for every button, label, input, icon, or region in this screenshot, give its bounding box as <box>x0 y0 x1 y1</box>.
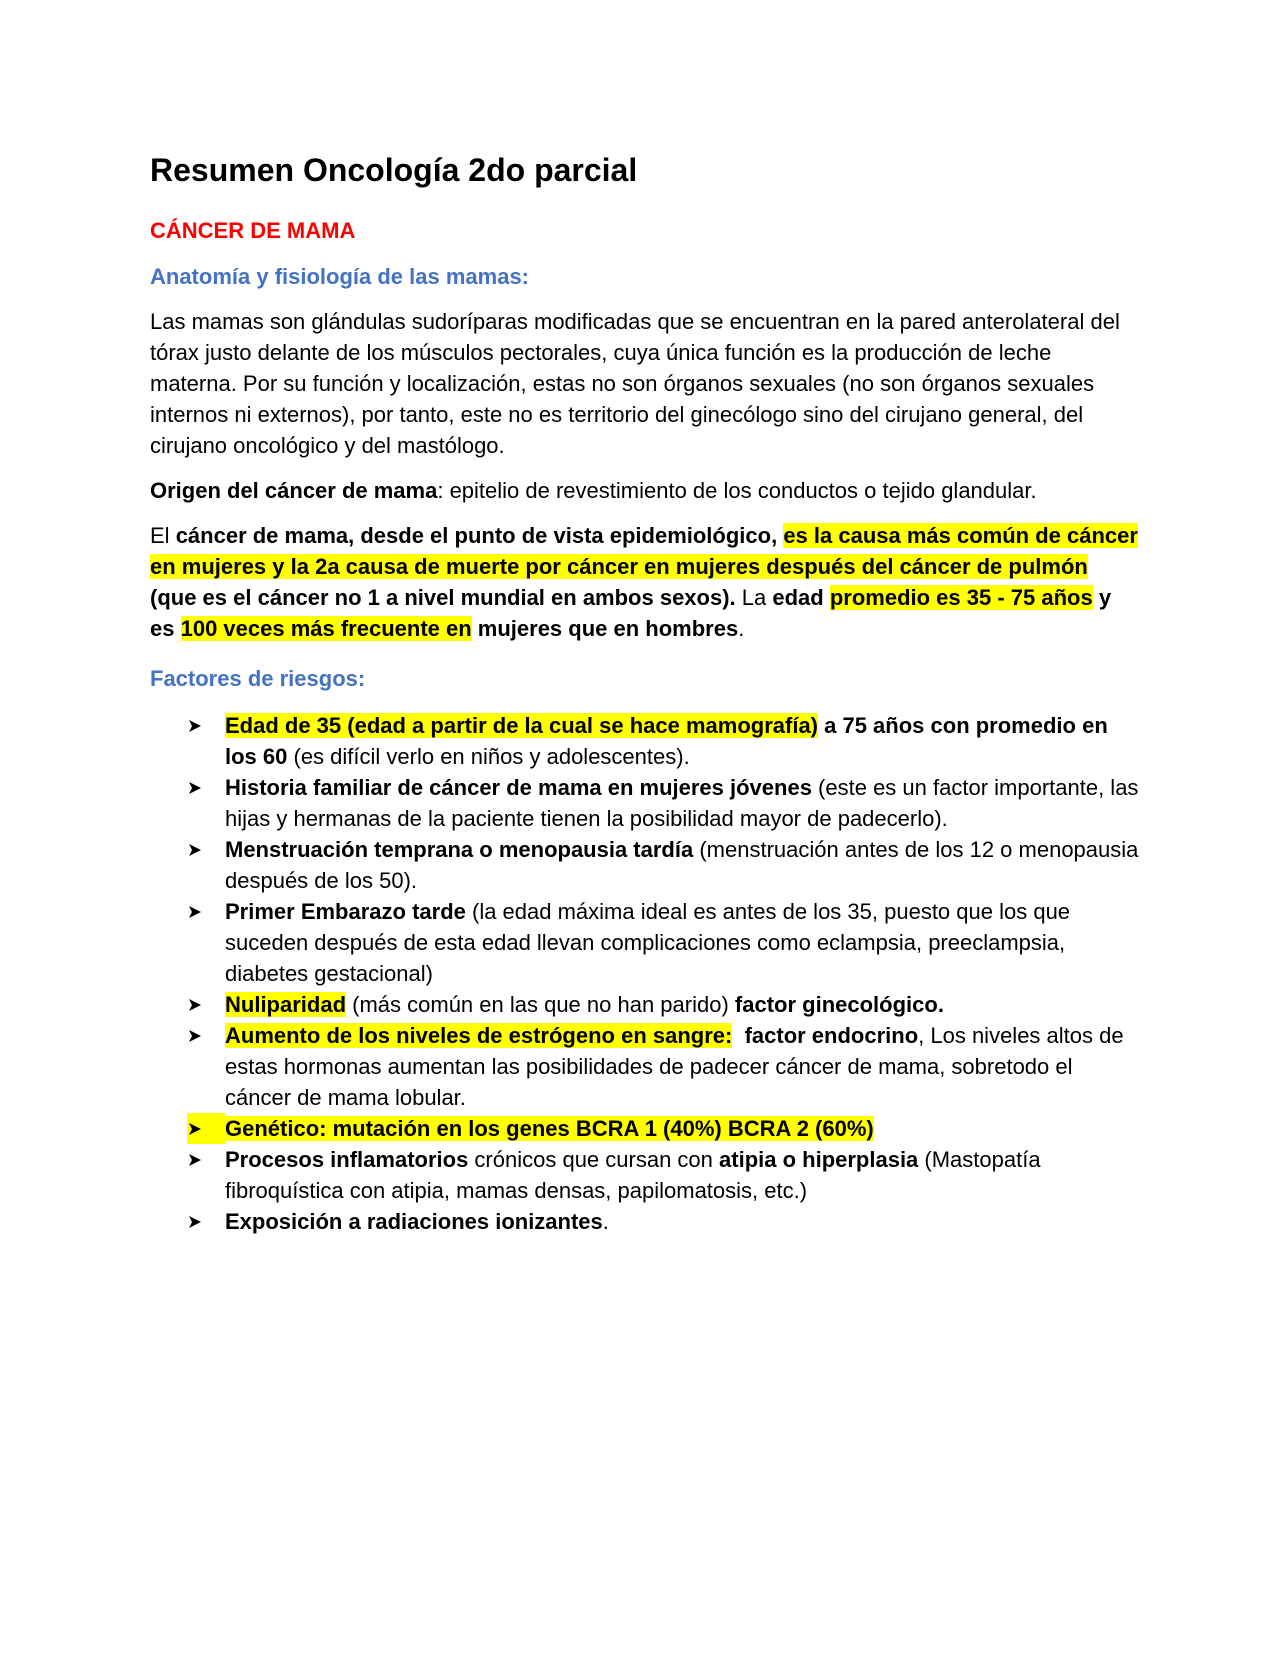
document-title: Resumen Oncología 2do parcial <box>150 152 638 188</box>
epi-bold: (que es el cáncer no 1 a nivel mundial en ambos sexos). <box>150 585 736 610</box>
arrow-bullet-icon <box>187 1113 225 1144</box>
risk-bold: factor ginecológico. <box>734 992 944 1017</box>
arrow-bullet-icon <box>187 1144 207 1175</box>
risk-bold: Historia familiar de cáncer de mama en mujeres jóvenes <box>225 775 812 800</box>
epi-bold: y es <box>150 585 1112 641</box>
risk-bold: Exposición a radiaciones ionizantes <box>225 1209 603 1234</box>
epi-highlight: promedio es 35 - 75 años <box>829 585 1093 610</box>
list-item <box>225 896 1140 989</box>
risk-text: (más común en las que no han parido) <box>346 992 735 1017</box>
arrow-bullet-icon <box>187 989 207 1020</box>
risk-bold: Procesos inflamatorios <box>225 1147 469 1172</box>
list-item <box>225 772 1140 834</box>
arrow-bullet-icon <box>187 710 207 741</box>
risk-bold: Menstruación temprana o menopausia tardía <box>225 837 694 862</box>
subheading-anatomy: Anatomía y fisiología de las mamas: <box>150 264 530 289</box>
risk-text: (es difícil verlo en niños y adolescentes). <box>287 744 690 769</box>
risk-highlight: Aumento de los niveles de estrógeno en sangre: <box>225 1023 733 1048</box>
risk-factor-list <box>150 710 1140 1237</box>
risk-text: (menstruación antes de los 12 o menopausia después de los 50). <box>225 837 1139 893</box>
risk-text: crónicos que cursan con <box>468 1147 720 1172</box>
epi-bold: edad <box>772 585 830 610</box>
section-heading: CÁNCER DE MAMA <box>150 218 356 243</box>
list-item <box>225 834 1140 896</box>
epi-highlight: 100 veces más frecuente en <box>180 616 472 641</box>
risk-highlight: Edad de 35 (edad a partir de la cual se hace mamografía) <box>225 713 819 738</box>
paragraph-origin <box>150 475 1140 506</box>
arrow-bullet-icon <box>187 1020 207 1051</box>
paragraph-epidemiology <box>150 520 1140 644</box>
risk-text: (Mastopatía fibroquística con atipia, mamas densas, papilomatosis, etc.) <box>225 1147 1041 1203</box>
epi-highlight: es la causa más común de cáncer en mujeres y la 2a causa de muerte por cáncer en mujeres después del cáncer de pulmón <box>150 523 1138 579</box>
risk-bold: Primer Embarazo tarde <box>225 899 466 924</box>
paragraph-anatomy: Las mamas son glándulas sudoríparas modificadas que se encuentran en la pared anterolateral del tórax justo delante de los músculos pectorales, cuya única función es la producción de leche materna. Por su función y localización, estas no son órganos sexuales (no son órganos sexuales internos ni externos), por tanto, este no es territorio del ginecólogo sino del cirujano general, del cirujano oncológico y del mastólogo. <box>150 309 1120 458</box>
list-item <box>225 1144 1140 1206</box>
risk-highlight: Nuliparidad <box>225 992 347 1017</box>
risk-text: (este es un factor importante, las hijas y hermanas de la paciente tienen la posibilidad mayor de padecerlo). <box>225 775 1139 831</box>
list-item <box>225 1113 1140 1144</box>
risk-text: , Los niveles altos de estas hormonas aumentan las posibilidades de padecer cáncer de mama, sobretodo el cáncer de mama lobular. <box>225 1023 1124 1110</box>
risk-bold: factor endocrino <box>732 1023 919 1048</box>
epi-text: . <box>738 616 745 641</box>
arrow-bullet-icon <box>187 896 207 927</box>
risk-bold: atipia o hiperplasia <box>719 1147 919 1172</box>
epi-bold: cáncer de mama, desde el punto de vista epidemiológico, <box>175 523 784 548</box>
origin-label: Origen del cáncer de mama <box>150 478 438 503</box>
risk-highlight: Genético: mutación en los genes BCRA 1 (40%) BCRA 2 (60%) <box>225 1116 874 1141</box>
arrow-bullet-icon <box>187 772 207 803</box>
arrow-bullet-icon <box>187 1206 207 1237</box>
origin-text: : epitelio de revestimiento de los conductos o tejido glandular. <box>437 478 1037 503</box>
subheading-risk-factors: Factores de riesgos: <box>150 666 366 691</box>
list-item <box>225 710 1140 772</box>
epi-text: El <box>150 523 176 548</box>
arrow-bullet-icon <box>187 834 207 865</box>
epi-bold: mujeres que en hombres <box>471 616 739 641</box>
risk-bold: a 75 años con promedio en los 60 <box>225 713 1108 769</box>
list-item <box>225 989 1140 1020</box>
list-item <box>225 1206 1140 1237</box>
risk-text: . <box>602 1209 609 1234</box>
list-item <box>225 1020 1140 1113</box>
risk-text: (la edad máxima ideal es antes de los 35, puesto que los que suceden después de esta edad llevan complicaciones como eclampsia, preeclampsia, diabetes gestacional) <box>225 899 1071 986</box>
epi-text: La <box>735 585 773 610</box>
